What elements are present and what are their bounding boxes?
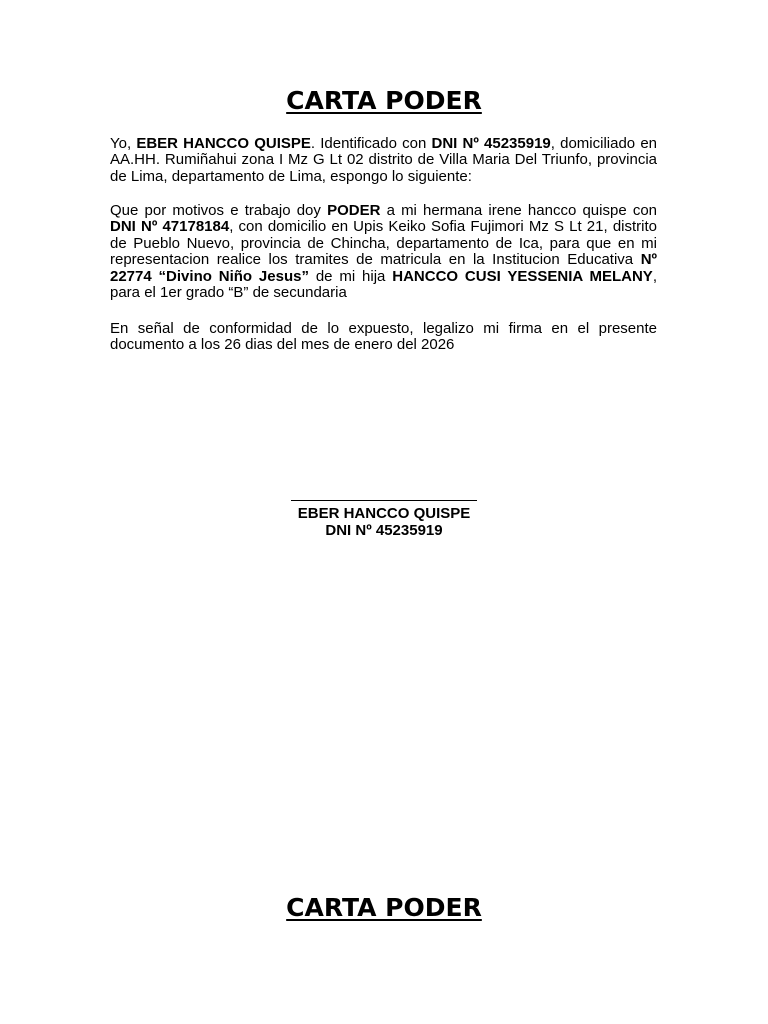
p1-text-3: , domiciliado en AA.HH. Rumiñahui zona I Mz G Lt 02 distrito de Villa Maria Del Triunfo, provincia de Lima, departamento de Lima, espongo lo siguiente:: [110, 135, 658, 185]
p2-text-1: Que por motivos e trabajo doy: [110, 202, 328, 219]
p2-text-5: , para el 1er grado “B” de secundaria: [110, 267, 657, 302]
second-page-title: CARTA PODER: [286, 893, 482, 922]
paragraph-power: [110, 203, 657, 301]
signature-name: EBER HANCCO QUISPE: [297, 505, 471, 522]
p2-student-name: HANCCO CUSI YESSENIA MELANY: [392, 267, 653, 285]
signature-line: [291, 500, 477, 501]
p1-text-2: . Identificado con: [310, 135, 432, 152]
p2-text-4: de mi hija: [308, 267, 393, 285]
p2-text-2: a mi hermana irene hancco quispe con: [380, 202, 658, 219]
paragraph-conformity: En señal de conformidad de lo expuesto, legalizo mi firma en el presente documento a los 26 dias del mes de enero del 2026: [110, 320, 657, 354]
paragraph-declarant: [110, 136, 657, 185]
p1-declarant-dni: DNI Nº 45235919: [431, 135, 551, 152]
signature-dni: DNI Nº 45235919: [325, 521, 443, 539]
p1-declarant-name: EBER HANCCO QUISPE: [136, 135, 311, 152]
p2-agent-dni: DNI Nº 47178184: [110, 218, 230, 236]
p2-school: Nº 22774 “Divino Niño Jesus”: [110, 251, 657, 285]
document-title: CARTA PODER: [286, 86, 482, 115]
p2-poder: PODER: [327, 202, 381, 219]
p2-text-3: , con domicilio en Upis Keiko Sofia Fujimori Mz S Lt 21, distrito de Pueblo Nuevo, provincia de Chincha, departamento de Ica, para que en mi representacion realice los tramites de matricula en la Institucion Educativa: [110, 218, 657, 269]
signature-block: [283, 500, 485, 539]
p1-text-1: Yo,: [110, 135, 137, 152]
